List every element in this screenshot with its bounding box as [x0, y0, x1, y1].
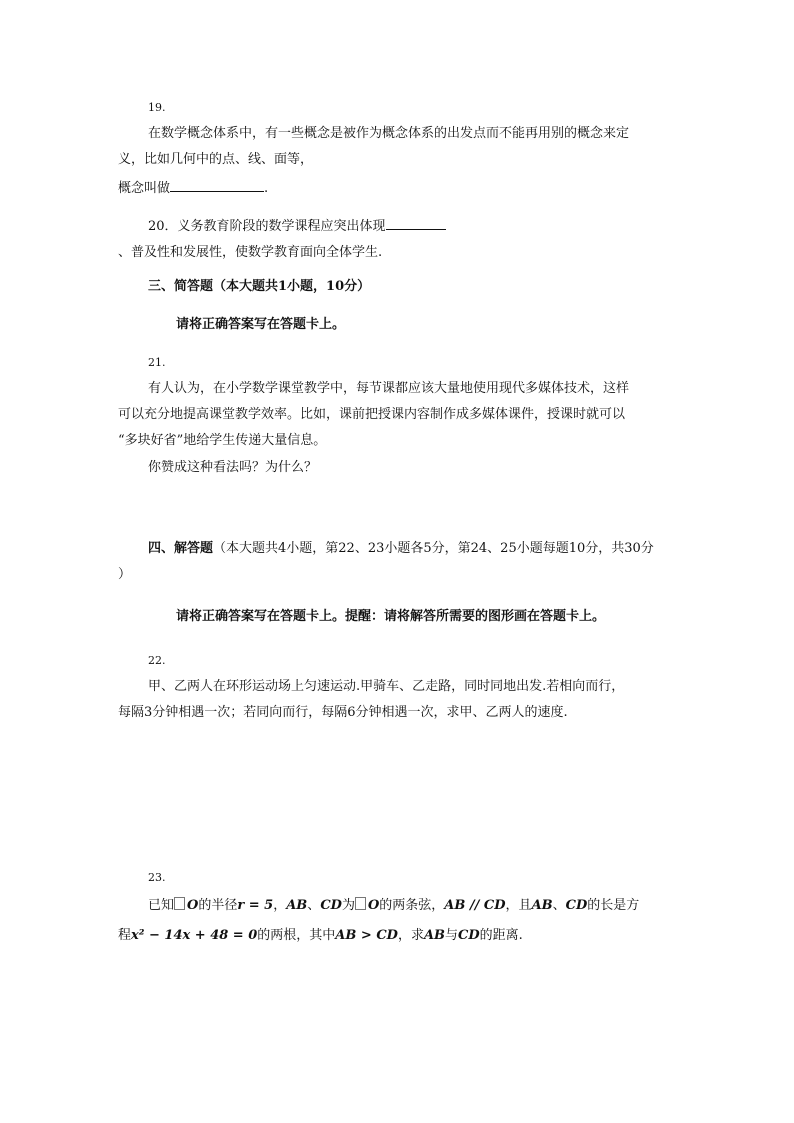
- question-number: 21.: [148, 356, 166, 369]
- question-text: ，: [273, 898, 287, 913]
- question-text-line: 可以充分地提高课堂教学效率。比如，课前把授课内容制作成多媒体课件，授课时就可以: [118, 407, 626, 422]
- question-21: [118, 350, 678, 454]
- question-text: 、: [552, 898, 566, 913]
- section-subtitle: （本大题共4小题，第22、23小题各5分，第24、25小题每题10分，共30分: [213, 541, 654, 556]
- question-22: [118, 648, 678, 726]
- question-21-prompt: [118, 455, 678, 481]
- question-text: 概念叫做: [118, 181, 171, 196]
- section-title: 四、解答题: [148, 541, 214, 556]
- math-expression: CD: [458, 928, 480, 943]
- math-expression: AB > CD: [335, 928, 398, 943]
- question-text: 为: [341, 898, 355, 913]
- section-4-instruction: [118, 604, 678, 630]
- question-text-line: 在数学概念体系中，有一些概念是被作为概念体系的出发点而不能再用别的概念来定: [148, 126, 630, 141]
- question-text-line: [118, 893, 678, 919]
- section-3-header: [118, 274, 678, 300]
- question-text-line: “多块好省”地给学生传递大量信息。: [118, 433, 327, 448]
- question-text: 的长是方: [587, 898, 640, 913]
- instruction-text: 请将正确答案写在答题卡上。: [176, 317, 346, 332]
- question-text: 的两根，其中: [257, 928, 336, 943]
- question-text-line: 每隔3分钟相遇一次；若同向而行，每隔6分钟相遇一次，求甲、乙两人的速度.: [118, 705, 568, 720]
- math-expression: AB // CD: [444, 898, 506, 913]
- answer-blank[interactable]: [386, 215, 446, 230]
- section-4-header: [118, 536, 678, 588]
- math-expression: AB: [286, 898, 308, 913]
- question-text: 、: [307, 898, 321, 913]
- question-number: 23.: [148, 871, 166, 884]
- question-text: ，且: [505, 898, 532, 913]
- math-expression: CD: [320, 898, 342, 913]
- question-text: 的距离.: [479, 928, 523, 943]
- question-text: 程: [118, 928, 132, 943]
- question-text: 的两条弦，: [379, 898, 445, 913]
- question-19: [118, 95, 678, 173]
- question-text-line: 你赞成这种看法吗？为什么？: [148, 460, 318, 475]
- question-text: .: [264, 181, 269, 196]
- section-subtitle-close: ）: [118, 567, 132, 582]
- math-expression: O: [187, 898, 199, 913]
- question-text: ，求: [397, 928, 424, 943]
- question-text-line: 甲、乙两人在环形运动场上匀速运动.甲骑车、乙走路，同时同地出发.若相向而行，: [148, 679, 625, 694]
- answer-blank[interactable]: [170, 177, 264, 192]
- math-expression: r = 5: [237, 898, 274, 913]
- question-number: 19.: [148, 101, 166, 114]
- question-text: 已知: [148, 898, 175, 913]
- math-expression: CD: [565, 898, 588, 913]
- section-3-instruction: [118, 312, 678, 338]
- question-20: [118, 214, 678, 266]
- instruction-text: 请将正确答案写在答题卡上。提醒：请将解答所需要的图形画在答题卡上。: [176, 609, 606, 624]
- question-text-line: 义，比如几何中的点、线、面等，: [118, 152, 314, 167]
- question-text-line: [118, 923, 678, 949]
- question-23: [118, 865, 678, 949]
- question-text: 的半径: [198, 898, 238, 913]
- question-text-line: 有人认为，在小学数学课堂教学中，每节课都应该大量地使用现代多媒体技术，这样: [148, 381, 630, 396]
- question-text: 20．义务教育阶段的数学课程应突出体现: [148, 219, 386, 234]
- question-number: 22.: [148, 654, 166, 667]
- math-expression: x² − 14x + 48 = 0: [131, 928, 258, 943]
- math-expression: O: [367, 898, 380, 913]
- question-text-line: 、普及性和发展性，使数学教育面向全体学生.: [118, 245, 383, 260]
- circle-symbol-icon: [355, 897, 366, 910]
- math-expression: AB: [423, 928, 446, 943]
- question-text: 与: [445, 928, 459, 943]
- circle-symbol-icon: [174, 897, 185, 910]
- question-19-answer-line: [118, 176, 678, 202]
- section-title: 三、简答题（本大题共1小题，10分）: [148, 279, 371, 294]
- math-expression: AB: [531, 898, 553, 913]
